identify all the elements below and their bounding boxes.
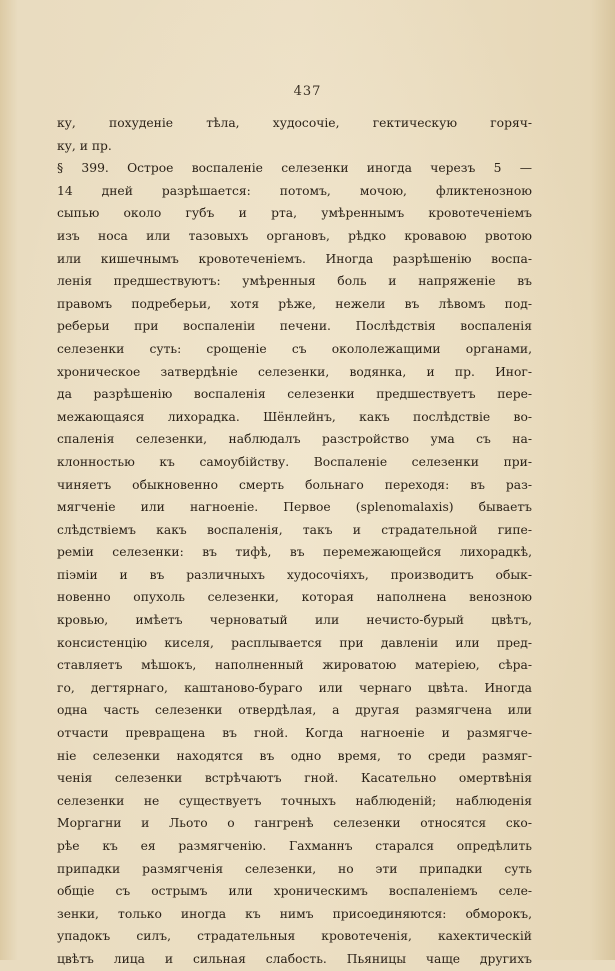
- page-number: 437: [293, 84, 322, 99]
- text-line: піэміи и въ различныхъ худосочіяхъ, производитъ обык-: [57, 567, 532, 582]
- text-line: хроническое затвердѣніе селезенки, водянка, и пр. Иног-: [57, 364, 532, 379]
- text-line: межающаяся лихорадка. Шёнлейнъ, какъ послѣдствіе во-: [57, 409, 532, 424]
- text-line: изъ носа или тазовыхъ органовъ, рѣдко кровавою рвотою: [57, 228, 532, 243]
- text-line: ченія селезенки встрѣчаютъ гной. Касательно омертвѣнія: [57, 771, 532, 786]
- text-line: селезенки суть: срощеніе съ окололежащими органами,: [57, 341, 532, 356]
- text-line: го, дегтярнаго, каштаново-бураго или чернаго цвѣта. Иногда: [57, 680, 532, 695]
- text-line: да разрѣшенію воспаленія селезенки предшествуетъ пере-: [57, 387, 532, 402]
- text-line: клонностью къ самоубійству. Воспаленіе селезенки при-: [57, 454, 532, 469]
- text-line: реберьи при воспаленіи печени. Послѣдствія воспаленія: [57, 319, 532, 334]
- text-line: ленія предшествуютъ: умѣренныя боль и напряженіе въ: [57, 274, 532, 289]
- text-line: цвѣтъ лица и сильная слабость. Пьяницы чаще другихъ: [57, 951, 532, 966]
- text-line: ку, и пр.: [57, 138, 112, 153]
- text-line: § 399. Острое воспаленіе селезенки иногда черезъ 5 —: [57, 161, 532, 176]
- text-line: новенно опухоль селезенки, которая наполнена венозною: [57, 590, 532, 605]
- text-line: мягченіе или нагноеніе. Первое (splenomalaxis) бываетъ: [57, 500, 532, 515]
- text-line: зенки, только иногда къ нимъ присоединяются: обморокъ,: [57, 906, 532, 921]
- text-line: правомъ подреберьи, хотя рѣже, нежели въ лѣвомъ под-: [57, 296, 532, 311]
- text-line: ку, похуденіе тѣла, худосочіе, гектическую горяч-: [57, 116, 532, 130]
- text-line: спаленія селезенки, наблюдалъ разстройство ума съ на-: [57, 432, 532, 447]
- text-line: слѣдствіемъ какъ воспаленія, такъ и страдательной гипе-: [57, 522, 532, 537]
- text-line: чиняетъ обыкновенно смерть больнаго переходя: въ раз-: [57, 477, 532, 492]
- text-line: рѣе къ ея размягченію. Гахманнъ старался опредѣлить: [57, 839, 532, 853]
- body-text: [57, 112, 532, 971]
- text-line: одна часть селезенки отвердѣлая, а другая размягчена или: [57, 703, 532, 718]
- text-line: общіе съ острымъ или хроническимъ воспаленіемъ селе-: [57, 884, 532, 899]
- text-line: ніе селезенки находятся въ одно время, то среди размяг-: [57, 748, 532, 763]
- text-line: селезенки не существуетъ точныхъ наблюденій; наблюденія: [57, 793, 532, 808]
- text-line: ставляетъ мѣшокъ, наполненный жироватою матеріею, сѣра-: [57, 658, 532, 673]
- text-line: консистенцію киселя, расплывается при давленіи или пред-: [57, 635, 532, 650]
- text-line: сыпью около губъ и рта, умѣреннымъ кровотеченіемъ: [57, 206, 532, 221]
- text-line: отчасти превращена въ гной. Когда нагноеніе и размягче-: [57, 726, 532, 741]
- text-line: упадокъ силъ, страдательныя кровотеченія, кахектическій: [57, 929, 532, 944]
- text-line: припадки размягченія селезенки, но эти припадки суть: [57, 861, 532, 876]
- text-line: кровью, имѣетъ черноватый или нечисто-бурый цвѣтъ,: [57, 613, 532, 628]
- text-line: Моргагни и Льото о гангренѣ селезенки относятся ско-: [57, 816, 532, 831]
- text-line: или кишечнымъ кровотеченіемъ. Иногда разрѣшенію воспа-: [57, 251, 532, 266]
- text-line: ремiи селезенки: въ тифѣ, въ перемежающейся лихорадкѣ,: [57, 545, 532, 560]
- text-line: 14 дней разрѣшается: потомъ, мочою, фликтенозною: [57, 183, 532, 198]
